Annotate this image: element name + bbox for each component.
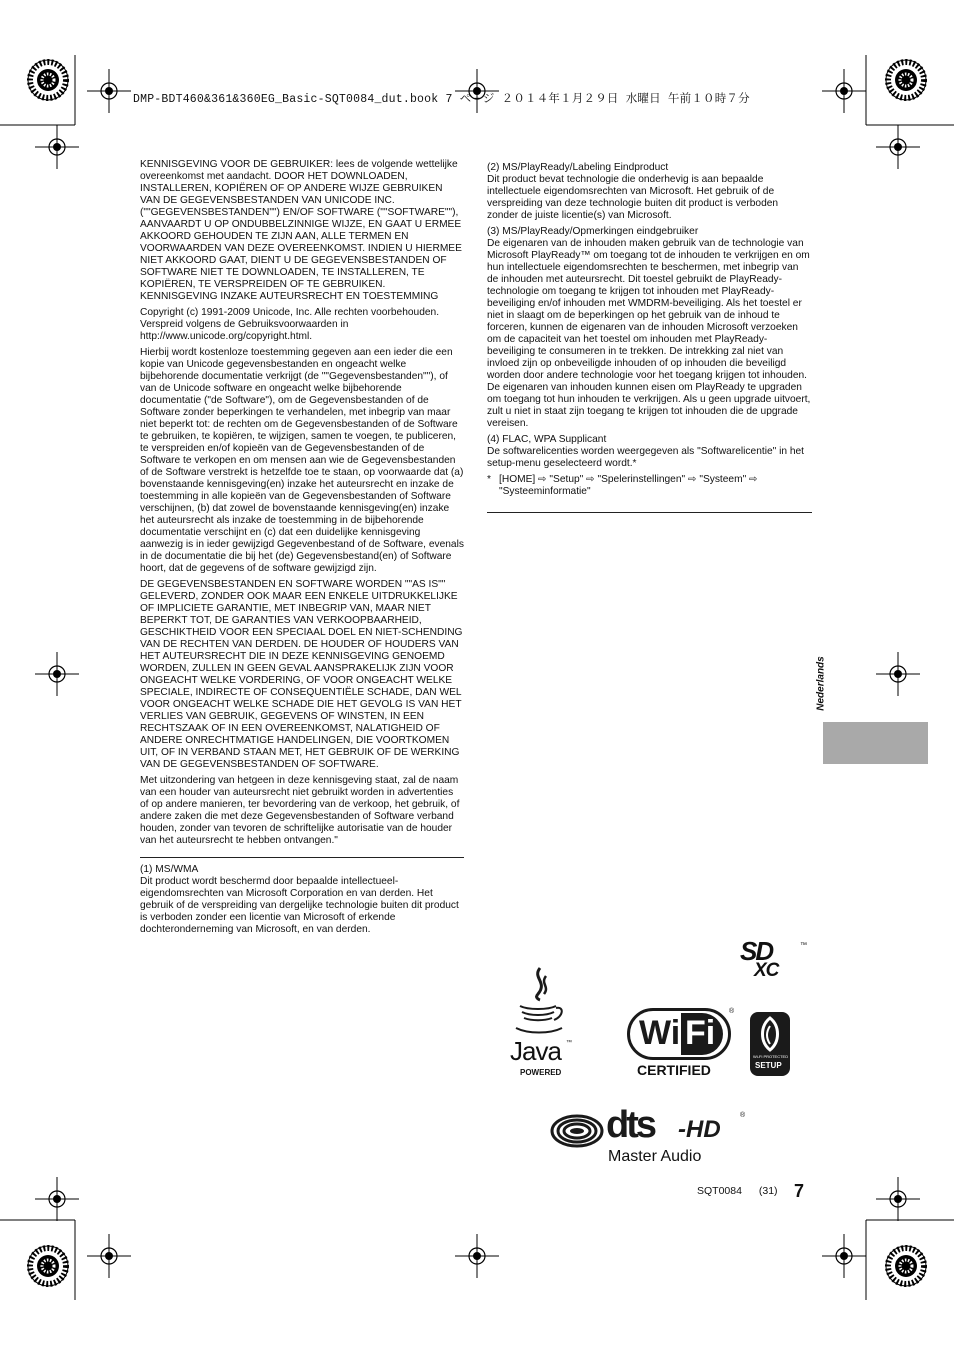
wifi-word-a: Wi	[639, 1014, 681, 1052]
dts-hd-word: -HD	[678, 1116, 721, 1143]
flac-heading: (4) FLAC, WPA Supplicant	[487, 434, 607, 445]
notice-heading: KENNISGEVING INZAKE AUTEURSRECHT EN TOESTEMMING	[140, 291, 439, 302]
labeling-heading: (2) MS/PlayReady/Labeling Eindproduct	[487, 162, 669, 173]
wifi-word-b: Fi	[685, 1014, 716, 1052]
sdxc-logo-top: SD	[740, 936, 773, 966]
dts-rings-icon	[550, 1114, 604, 1148]
section-divider	[140, 857, 464, 858]
wifi-protected-setup-logo	[750, 1012, 790, 1076]
footnote	[487, 474, 812, 498]
right-column-divider	[487, 512, 812, 513]
sdxc-logo	[740, 936, 808, 984]
footer-product-code: SQT0084	[697, 1185, 742, 1197]
language-tab	[823, 722, 928, 764]
wps-swirl-icon	[756, 1016, 784, 1052]
page-number: 7	[794, 1181, 805, 1201]
copyright-text: Copyright (c) 1991-2009 Unicode, Inc. Alle rechten voorbehouden. Verspreid volgens de Gebruiksvoorwaarden in http://www.unicode.org/copyright.html.	[140, 307, 440, 342]
java-cup-icon	[510, 966, 566, 1038]
footer-sub-page: (31)	[758, 1185, 778, 1197]
left-column	[140, 159, 464, 940]
dts-reg: ®	[740, 1112, 746, 1119]
permission-text: Hierbij wordt kostenloze toestemming gegeven aan een ieder die een kopie van Unicode gegevensbestanden en ongeacht welke bijbehorende documentatie verkrijgt (de ""Gegevensbestanden""), of van de Unicode software en ongeacht welke bijbehorende documentatie ("de Software"), om de Gegevensbestanden of de Software zonder beperkingen te verhandelen, met inbegrip van maar niet beperkt tot: de rechten om de Gegevensbestanden of de Software te gebruiken, te kopiëren, te wijzigen, samen te voegen, te publiceren, te verspreiden en/of kopieën van de Gegevensbestanden of de Software te verkopen en om mensen aan wie de Gegevensbestanden of de Software verstrekt is hetzelfde toe te staan, op voorwaarde dat (a) bovenstaande kennisgeving(en) inzake het auteursrecht en inzake de toestemming in alle kopieën van de Gegevensbestanden of Software verschijnen, (b) dat zowel de bovenstaande kennisgeving(en) inzake het auteursrecht als inzake de toestemming in de bijbehorende documentatie verschijnt en (c) dat een duidelijke kennisgeving aanwezig is in ieder gewijzigd Gegevenbestand of de Software, evenals in de documentatie die bij het (de) Gegevensbestand(en) of Software hoort, dat de gegevens of de software gewijzigd zijn.	[140, 347, 464, 574]
flac-text: De softwarelicenties worden weergegeven als "Softwarelicentie" in het setup-menu geselecteerd wordt.*	[487, 446, 804, 469]
wps-small-text: Wi-Fi PROTECTED	[753, 1054, 789, 1059]
exception-text: Met uitzondering van hetgeen in deze kennisgeving staat, zal de naam van een houder van auteursrecht niet gebruikt worden in advertenties of op andere manieren, ter bevordering van de verkoop, het gebruik, of andere zaken die met deze Gegevensbestanden of Software verband houden, zonder van tevoren de schriftelijke autorisatie van de houder van het auteursrecht te hebben ontvangen."	[140, 775, 460, 846]
footnote-mark: *	[487, 474, 491, 485]
java-word: Java	[510, 1036, 561, 1066]
dts-word: dts	[606, 1104, 654, 1146]
wifi-certified-logo	[627, 1008, 737, 1078]
ms-wma-text: Dit product wordt beschermd door bepaalde intellectueel-eigendomsrechten van Microsoft Corporation en van derden. Het gebruik of de verspreiding van dergelijke technologie buiten dit product is verboden zonder een licentie van Microsoft of erkende dochteronderneming van Microsoft, en van derden.	[140, 876, 459, 935]
language-label	[806, 652, 846, 716]
wifi-certified-text: CERTIFIED	[637, 1062, 711, 1078]
disclaimer-text: DE GEGEVENSBESTANDEN EN SOFTWARE WORDEN ""AS IS"" GELEVERD, ZONDER OOK MAAR EEN ENKELE UITDRUKKELIJKE OF IMPLICIETE GARANTIE, MET INBEGRIP VAN, MAAR NIET BEPERKT TOT, DE GARANTIES VAN VERKOOPBAARHEID, GESCHIKTHEID VOOR EEN SPECIAAL DOEL EN NIET-SCHENDING VAN DE RECHTEN VAN DERDEN. DE HOUDER OF HOUDERS VAN HET AUTEURSRECHT DIE IN DEZE KENNISGEVING GENOEMD WORDEN, ZULLEN IN GEEN GEVAL AANSPRAKELIJK ZIJN VOOR ONGEACHT WELKE VORDERING, OF VOOR ONGEACHT WELKE SPECIALE, INDIRECTE OF CONSEQUENTIËLE SCHADE, DAN WEL VOOR ONGEACHT WELKE SCHADE DIE HET GEVOLG IS VAN HET VERLIES VAN GEBRUIK, GEGEVENS OF WINSTEN, IN EEN RECHTSZAAK OF IN EEN OVEREENKOMST, NALATIGHEID OF ANDERE ONRECHTMATIGE HANDELINGEN, DIE VOORTKOMEN UIT, OF IN VERBAND STAAN MET, HET GEBRUIK OF DE WERKING VAN DE GEGEVENSBESTANDEN OF SOFTWARE.	[140, 579, 463, 770]
ms-wma-heading: (1) MS/WMA	[140, 864, 199, 875]
remarks-heading: (3) MS/PlayReady/Opmerkingen eindgebruiker	[487, 226, 699, 237]
footnote-text: [HOME] ⇨ "Setup" ⇨ "Spelerinstellingen" ⇨ "Systeem" ⇨ "Systeeminformatie"	[499, 474, 758, 497]
wifi-reg: ®	[729, 1008, 735, 1015]
book-header: DMP-BDT460&361&360EG_Basic-SQT0084_dut.book 7 ページ ２０１４年１月２９日 水曜日 午前１０時７分	[133, 93, 750, 106]
language-label-text: Nederlands	[815, 656, 827, 711]
dts-hd-logo	[550, 1104, 750, 1172]
labeling-text: Dit product bevat technologie die onderhevig is aan bepaalde intellectuele eigendomsrechten van Microsoft. Het gebruik of de verspreiding van deze technologie buiten dit product is verboden zonder de juiste licentie(s) van Microsoft.	[487, 174, 779, 221]
wps-setup-text: SETUP	[755, 1061, 782, 1070]
java-logo	[506, 966, 576, 1078]
footer-code	[697, 1185, 778, 1197]
java-powered: POWERED	[520, 1068, 562, 1077]
notice-paragraph: KENNISGEVING VOOR DE GEBRUIKER: lees de volgende wettelijke overeenkomst met aandacht. DOOR HET DOWNLOADEN, INSTALLEREN, KOPIËREN OF OP ANDERE WIJZE GEBRUIKEN VAN DE GEGEVENSBESTANDEN VAN UNICODE INC. (""GEGEVENSBESTANDEN"") EN/OF SOFTWARE (""SOFTWARE""), AANVAARDT U OP ONDUBBELZINNIGE WIJZE, EN GAAT U ERMEE AKKOORD GEHOUDEN TE ZIJN AAN, ALLE TERMEN EN VOORWAARDEN VAN DEZE OVEREENKOMST. INDIEN U HIERMEE NIET AKKOORD GAAT, DIENT U DE GEGEVENSBESTANDEN OF SOFTWARE NIET TE DOWNLOADEN, TE INSTALLEREN, TE KOPIËREN, TE VERSPREIDEN OF TE GEBRUIKEN.	[140, 159, 462, 290]
remarks-text: De eigenaren van de inhouden maken gebruik van de technologie van Microsoft PlayReady™ om toegang tot de inhouden te verkrijgen en om hun intellectuele eigendomsrechten te beschermen, met inbegrip van de inhouden met auteursrecht. Dit toestel gebruikt de PlayReady-technologie om toegang te krijgen tot inhouden met PlayReady-beveiliging en/of inhouden met WMDRM-beveiliging. Als het toestel er niet in slaagt om de beperkingen op het gebruik van de inhoud te forceren, kunnen de eigenaren van de inhouden Microsoft verzoeken om de capaciteit van het toestel om inhouden met PlayReady-beveiliging te consumeren in te trekken. De intrekking zal niet van invloed zijn op onbeveiligde inhouden of op inhouden die beveiligd worden door andere technologie voor het toegang krijgen tot inhouden. De eigenaren van inhouden kunnen eisen om PlayReady te upgraden om toegang tot hun inhouden te verkrijgen. Als u geen upgrade uitvoert, zult u niet in staat zijn toegang te krijgen tot inhouden die de upgrade vereisen.	[487, 238, 811, 429]
java-tm: ™	[566, 1040, 572, 1046]
sdxc-logo-bottom: XC	[754, 960, 779, 981]
dts-master-audio: Master Audio	[608, 1148, 702, 1165]
sdxc-logo-tm: ™	[800, 942, 807, 949]
right-column	[487, 162, 812, 513]
